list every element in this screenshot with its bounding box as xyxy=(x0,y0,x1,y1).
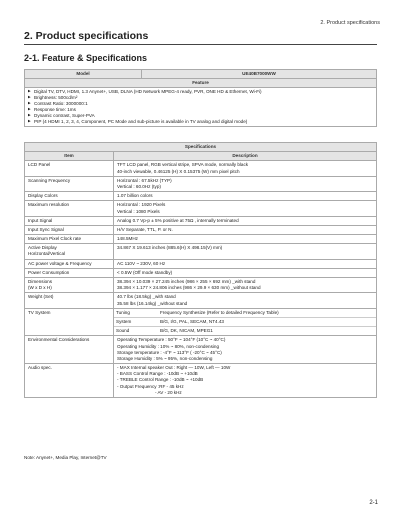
model-feature-table xyxy=(24,69,377,127)
spec-desc xyxy=(114,225,377,234)
spec-desc xyxy=(114,336,377,364)
page-number: 2-1 xyxy=(369,500,378,506)
tv-system-label: Tuning xyxy=(114,309,158,318)
feature-list xyxy=(28,89,373,125)
tv-system-value: B/G, DK, NICAM, MPEG1 xyxy=(160,328,213,334)
spec-row-environment xyxy=(25,336,377,364)
spec-desc xyxy=(114,216,377,225)
spec-desc-line: Vertical : 60.0Hz (typ) xyxy=(117,183,161,189)
spec-desc-line: Horizontal : 67.5kHz (TYP) xyxy=(117,177,172,183)
spec-item-line: Scanning Frequency xyxy=(28,177,71,183)
spec-desc-line: Analog 0.7 Vp-p ± 5% positive at 75Ω , internally terminated xyxy=(117,217,239,223)
spec-desc-line: Horizontal : 1920 Pixels xyxy=(117,202,166,208)
spec-row xyxy=(25,235,377,244)
spec-desc xyxy=(114,201,377,216)
spec-desc xyxy=(114,364,377,398)
spec-row-weight xyxy=(25,293,377,308)
spec-item: Environmental Considerations xyxy=(25,336,114,364)
tv-system-table xyxy=(114,309,376,336)
spec-desc-line: 1.07 billion colors xyxy=(117,193,153,199)
spec-item-line: Input Signal xyxy=(28,217,53,223)
page-title: 2. Product specifications xyxy=(24,30,377,45)
spec-row xyxy=(25,244,377,259)
feature-item: ▶ Digital TV, DTV, HDMI, 1.3 Anynet+, USB, DLNA (HD Network MPEG-4 ready, PVR, ONE HD & Ethernet, Wi-Fi) xyxy=(28,89,373,95)
spec-row xyxy=(25,268,377,277)
spec-item-line: Input Sync Signal xyxy=(28,226,64,232)
spec-desc-line: - Output Frequency :RF - 45 kHz xyxy=(117,383,184,389)
spec-row xyxy=(25,225,377,234)
model-value: UE40B7000WW xyxy=(142,70,377,79)
spec-desc-line: 38.394 × 1.177 × 24.806 inches (986 × 29.9 × 630 mm) _without stand xyxy=(117,285,261,291)
spec-desc-line: Storage temperature : -4°F ~ 113°F ( -20°C ~ 45°C) xyxy=(117,349,222,355)
spec-desc-line: Operating Humidity : 10% ~ 80%, non-condensing xyxy=(117,343,220,349)
spec-item-line: Horizontal/Vertical xyxy=(28,251,66,257)
tv-system-cell xyxy=(114,308,377,336)
spec-desc xyxy=(114,268,377,277)
spec-item xyxy=(25,201,114,216)
spec-rows xyxy=(25,161,377,278)
tv-system-value: B/G, I/G, PAL, SECAM, NT4.43 xyxy=(158,317,376,326)
tv-system-value: Frequency Synthesize (Refer to detailed Frequency Table) xyxy=(158,309,376,318)
spec-desc-line: 35.58 lbs (16.14kg) _without stand xyxy=(117,300,188,306)
spec-row xyxy=(25,176,377,191)
spec-desc-line: - BASS Control Range : -10dB ~ +10dB xyxy=(117,371,198,377)
spec-desc xyxy=(114,176,377,191)
spec-desc xyxy=(114,235,377,244)
feature-item: ▶ Brightness: 500cd/m² xyxy=(28,95,373,101)
spec-row xyxy=(25,216,377,225)
spec-desc-line: 40.7 lbs (18.5kg) _with stand xyxy=(117,294,176,300)
spec-item-line: AC power voltage & Frequency xyxy=(28,260,92,266)
spec-desc xyxy=(114,161,377,176)
spec-desc-line: Vertical : 1080 Pixels xyxy=(117,208,160,214)
spec-desc-line: - MAX Internal speaker Out : Right — 10W, Left — 10W xyxy=(117,365,231,371)
spec-desc xyxy=(114,278,377,293)
spec-table xyxy=(24,142,377,398)
tv-system-label: Sound xyxy=(116,328,130,334)
spec-item xyxy=(25,268,114,277)
dimensions-sub-label: (W x D x H) xyxy=(28,285,52,291)
running-header: 2. Product specifications xyxy=(320,20,380,26)
spec-desc-line: Operating Temperature : 50°F ~ 104°F (10°C ~ 40°C) xyxy=(117,337,226,343)
spec-desc-line: AC 110V ~ 230V, 60 Hz xyxy=(117,260,166,266)
spec-item-line: Maximum resolution xyxy=(28,202,70,208)
spec-desc-line: 38.394 × 10.039 × 27.245 inches (986 × 255 × 692 mm) _with stand xyxy=(117,279,256,284)
spec-row-dimensions xyxy=(25,278,377,293)
spec-desc xyxy=(114,244,377,259)
feature-item: ▶ Response time: 1ms xyxy=(28,107,373,113)
spec-item-line: Maximum Pixel Clock rate xyxy=(28,236,82,242)
spec-table-title: Specifications xyxy=(25,143,377,152)
spec-item xyxy=(25,192,114,201)
feature-item: ▶ Dynamic contrast, Super-PVA xyxy=(28,113,373,119)
footnote: Note: Anynet+, Media Play, Internet@TV xyxy=(24,455,107,460)
spec-item: TV System xyxy=(25,308,114,336)
spec-row xyxy=(25,201,377,216)
spec-item xyxy=(25,176,114,191)
dimensions-label: Dimensions xyxy=(28,279,52,284)
model-label: Model xyxy=(25,70,142,79)
spec-desc-line: H/V Separate, TTL, P. or N. xyxy=(117,226,173,232)
col-item-header: Item xyxy=(25,152,114,161)
spec-item xyxy=(25,259,114,268)
feature-item: ▶ Contrast Ratio: 3000000:1 xyxy=(28,101,373,107)
spec-desc-line: TFT LCD panel, RGB vertical stripe, SPVA mode, normally black xyxy=(117,162,249,168)
feature-list-cell xyxy=(25,88,377,127)
spec-item xyxy=(25,278,114,293)
spec-row-audio xyxy=(25,364,377,398)
spec-item xyxy=(25,161,114,176)
spec-item xyxy=(25,244,114,259)
spec-row xyxy=(25,259,377,268)
spec-desc-line: 40-inch viewable, 0.46125 (H) X 0.15375 (W) mm pixel pitch xyxy=(117,168,240,174)
spec-item: Weight (Set) xyxy=(25,293,114,308)
spec-row xyxy=(25,161,377,176)
spec-desc xyxy=(114,192,377,201)
spec-desc xyxy=(114,293,377,308)
spec-item-line: Display Colors xyxy=(28,193,58,199)
spec-item xyxy=(25,235,114,244)
spec-item-line: Power Consumption xyxy=(28,269,70,275)
tv-system-label: System xyxy=(114,317,158,326)
spec-desc xyxy=(114,259,377,268)
spec-desc-line: - AV - 20 kHz xyxy=(155,389,182,395)
col-desc-header: Description xyxy=(114,152,377,161)
section-title: 2-1. Feature & Specifications xyxy=(24,53,148,63)
feature-item: ▶ PIP (4 HDMI 1, 2, 3, 4, Component, PC Mode and sub-picture is available in TV analog and digital mode) xyxy=(28,119,373,125)
spec-desc-line: < 0.5W (Off mode standby) xyxy=(117,269,173,275)
spec-desc-line: 148.5MHz xyxy=(117,236,138,242)
spec-item-line: LCD Panel xyxy=(28,162,51,168)
spec-desc-line: 34.867 X 19.613 inches (885.6(H) X 498.15(V) mm) xyxy=(117,245,223,251)
feature-header: Feature xyxy=(25,79,377,88)
spec-item: Audio spec. xyxy=(25,364,114,398)
spec-item xyxy=(25,216,114,225)
spec-desc-line: Storage Humidity : 5% ~ 95%, non-condensing xyxy=(117,355,213,361)
spec-row xyxy=(25,192,377,201)
spec-row-tv-system xyxy=(25,308,377,336)
spec-item-line: Active Display xyxy=(28,245,57,251)
spec-item xyxy=(25,225,114,234)
spec-desc-line: - TREBLE Control Range : -10dB ~ +10dB xyxy=(117,377,204,383)
